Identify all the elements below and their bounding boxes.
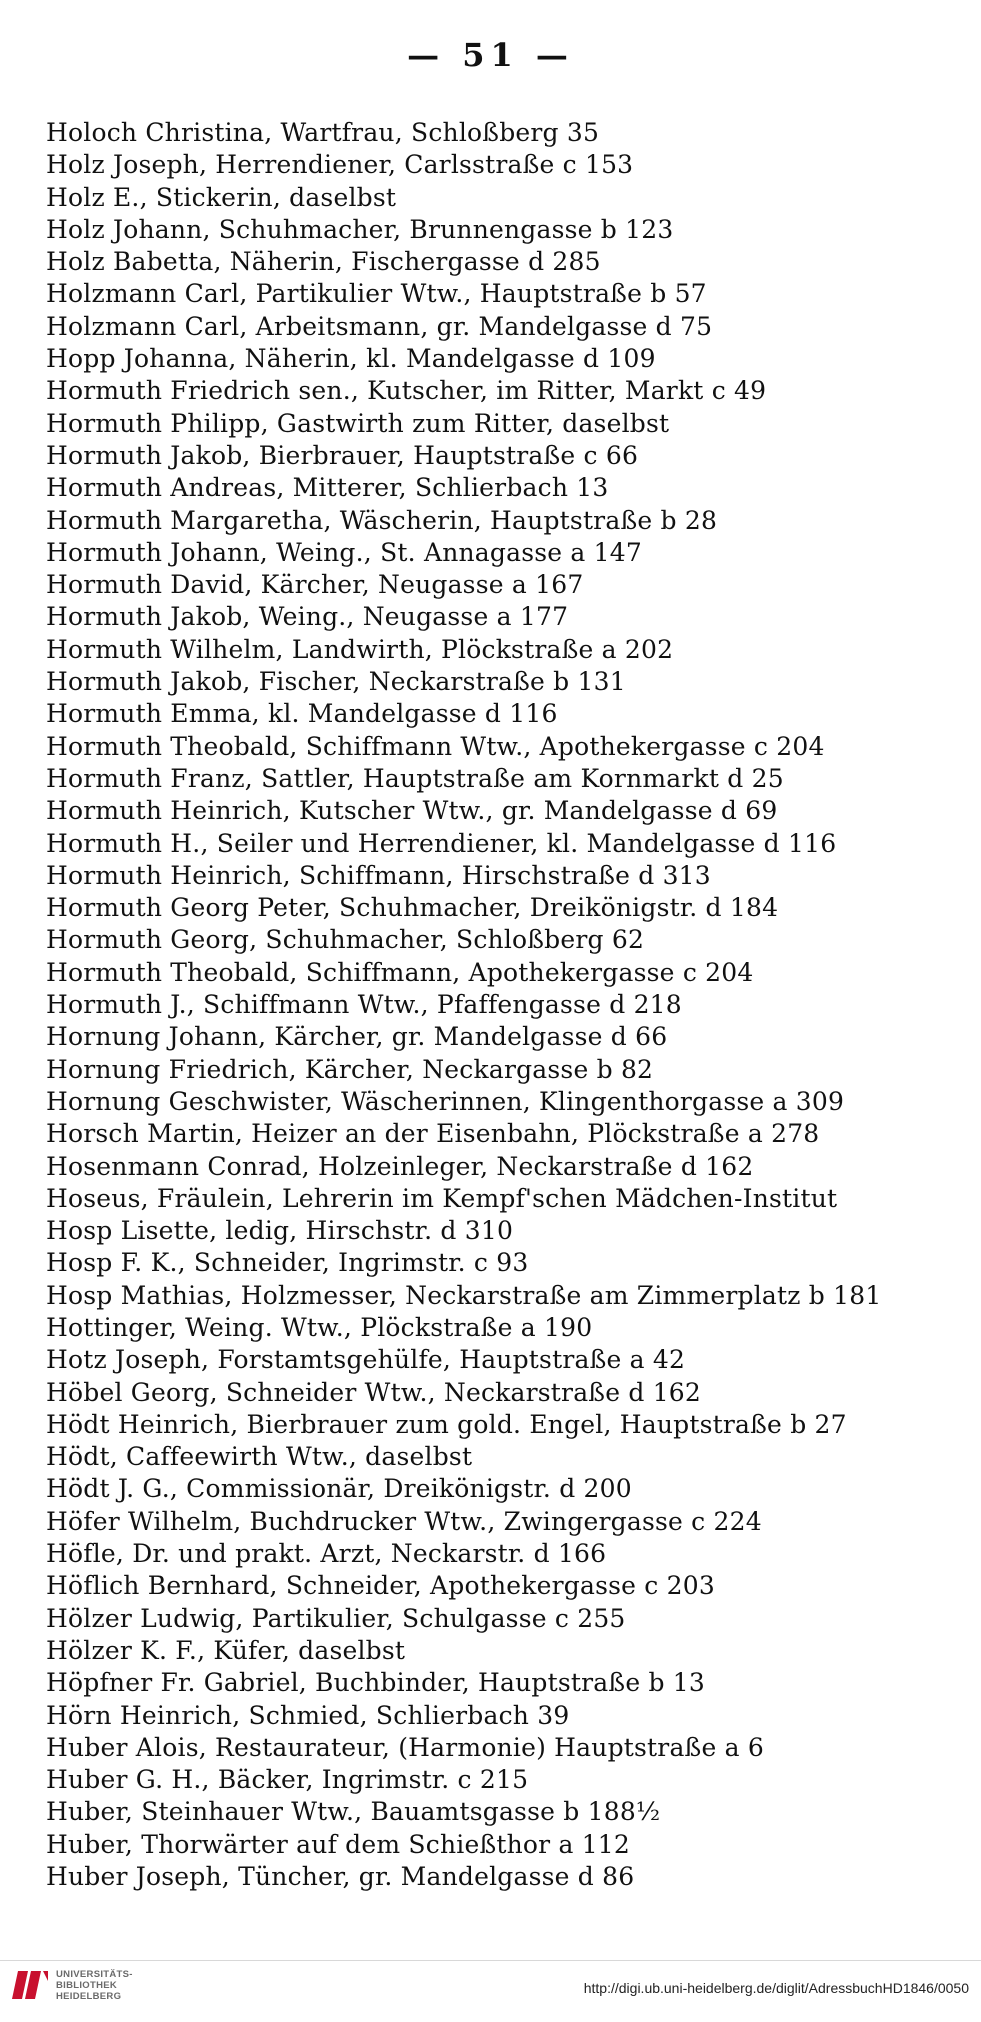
directory-entry: Hornung Geschwister, Wäscherinnen, Klingenthorgasse a 309	[46, 1086, 845, 1116]
directory-entry: Hosenmann Conrad, Holzeinleger, Neckarstraße d 162	[46, 1151, 754, 1181]
directory-entry: Holzmann Carl, Partikulier Wtw., Hauptstraße b 57	[46, 279, 707, 309]
directory-entry: Huber G. H., Bäcker, Ingrimstr. c 215	[46, 1765, 529, 1795]
directory-entry: Hormuth Jakob, Fischer, Neckarstraße b 131	[46, 667, 626, 697]
library-logo-text	[56, 1969, 176, 2002]
directory-entry: Hormuth Heinrich, Schiffmann, Hirschstraße d 313	[46, 860, 711, 890]
directory-entry: Hosp Lisette, ledig, Hirschstr. d 310	[46, 1216, 514, 1246]
directory-entry: Hormuth Theobald, Schiffmann, Apothekergasse c 204	[46, 957, 754, 987]
directory-entry: Hottinger, Weing. Wtw., Plöckstraße a 190	[46, 1312, 593, 1342]
directory-entry: Hödt Heinrich, Bierbrauer zum gold. Engel, Hauptstraße b 27	[46, 1409, 847, 1439]
footer	[0, 1960, 981, 2022]
directory-entries	[46, 117, 946, 1893]
directory-entry: Holoch Christina, Wartfrau, Schloßberg 35	[46, 118, 600, 147]
directory-entry: Holz Babetta, Näherin, Fischergasse d 285	[46, 247, 601, 277]
directory-entry: Hormuth J., Schiffmann Wtw., Pfaffengasse d 218	[46, 990, 682, 1020]
directory-entry: Hotz Joseph, Forstamtsgehülfe, Hauptstraße a 42	[46, 1345, 686, 1375]
directory-entry: Holzmann Carl, Arbeitsmann, gr. Mandelgasse d 75	[46, 311, 713, 341]
directory-entry: Hormuth Margaretha, Wäscherin, Hauptstraße b 28	[46, 505, 718, 535]
directory-entry: Holz E., Stickerin, daselbst	[46, 182, 397, 212]
directory-entry: Hornung Friedrich, Kärcher, Neckargasse b 82	[46, 1054, 654, 1084]
directory-entry: Hormuth Franz, Sattler, Hauptstraße am Kornmarkt d 25	[46, 763, 784, 793]
directory-entry: Hormuth Philipp, Gastwirth zum Ritter, daselbst	[46, 408, 670, 438]
page-number: — 51 —	[407, 36, 574, 74]
directory-entry: Hödt J. G., Commissionär, Dreikönigstr. d 200	[46, 1474, 632, 1504]
directory-entry: Hormuth Johann, Weing., St. Annagasse a 147	[46, 537, 642, 567]
directory-entry: Hormuth Friedrich sen., Kutscher, im Ritter, Markt c 49	[46, 376, 767, 406]
directory-entry: Hormuth Georg Peter, Schuhmacher, Dreikönigstr. d 184	[46, 893, 779, 923]
directory-entry: Hormuth Heinrich, Kutscher Wtw., gr. Mandelgasse d 69	[46, 796, 778, 826]
logo-line: UNIVERSITÄTS-	[56, 1969, 133, 1980]
directory-entry: Hosp Mathias, Holzmesser, Neckarstraße am Zimmerplatz b 181	[46, 1280, 882, 1310]
directory-entry: Höfle, Dr. und prakt. Arzt, Neckarstr. d 166	[46, 1539, 607, 1569]
directory-entry: Hölzer Ludwig, Partikulier, Schulgasse c 255	[46, 1603, 626, 1633]
directory-entry: Höbel Georg, Schneider Wtw., Neckarstraße d 162	[46, 1377, 702, 1407]
directory-entry: Huber Joseph, Tüncher, gr. Mandelgasse d 86	[46, 1862, 635, 1892]
directory-entry: Hormuth Theobald, Schiffmann Wtw., Apothekergasse c 204	[46, 731, 825, 761]
directory-entry: Hormuth David, Kärcher, Neugasse a 167	[46, 570, 584, 600]
directory-entry: Hopp Johanna, Näherin, kl. Mandelgasse d 109	[46, 344, 656, 374]
directory-entry: Höfer Wilhelm, Buchdrucker Wtw., Zwingergasse c 224	[46, 1506, 762, 1536]
directory-entry: Hormuth Jakob, Bierbrauer, Hauptstraße c 66	[46, 440, 639, 470]
directory-entry: Hörn Heinrich, Schmied, Schlierbach 39	[46, 1700, 570, 1730]
directory-entry: Huber Alois, Restaurateur, (Harmonie) Hauptstraße a 6	[46, 1732, 764, 1762]
library-logo-icon	[12, 1967, 48, 2003]
source-url[interactable]: http://digi.ub.uni-heidelberg.de/diglit/AdressbuchHD1846/0050	[583, 1980, 969, 1996]
directory-entry: Hoseus, Fräulein, Lehrerin im Kempf'schen Mädchen-Institut	[46, 1183, 838, 1213]
directory-entry: Huber, Thorwärter auf dem Schießthor a 112	[46, 1829, 631, 1859]
directory-entry: Hölzer K. F., Küfer, daselbst	[46, 1635, 406, 1665]
directory-entry: Höflich Bernhard, Schneider, Apothekergasse c 203	[46, 1571, 715, 1601]
directory-entry: Huber, Steinhauer Wtw., Bauamtsgasse b 188½	[46, 1797, 661, 1827]
directory-entry: Horsch Martin, Heizer an der Eisenbahn, Plöckstraße a 278	[46, 1119, 820, 1149]
directory-entry: Hormuth H., Seiler und Herrendiener, kl. Mandelgasse d 116	[46, 828, 837, 858]
directory-entry: Hosp F. K., Schneider, Ingrimstr. c 93	[46, 1248, 529, 1278]
logo-line: HEIDELBERG	[56, 1991, 122, 2002]
directory-entry: Holz Johann, Schuhmacher, Brunnengasse b 123	[46, 214, 674, 244]
directory-entry: Hormuth Emma, kl. Mandelgasse d 116	[46, 699, 558, 729]
directory-entry: Hornung Johann, Kärcher, gr. Mandelgasse d 66	[46, 1022, 668, 1052]
directory-entry: Hormuth Andreas, Mitterer, Schlierbach 13	[46, 473, 609, 503]
logo-line: BIBLIOTHEK	[56, 1980, 118, 1991]
directory-entry: Hormuth Georg, Schuhmacher, Schloßberg 62	[46, 925, 645, 955]
directory-entry: Höpfner Fr. Gabriel, Buchbinder, Hauptstraße b 13	[46, 1668, 706, 1698]
directory-entry: Hormuth Jakob, Weing., Neugasse a 177	[46, 602, 569, 632]
directory-entry: Holz Joseph, Herrendiener, Carlsstraße c 153	[46, 150, 634, 180]
directory-entry: Hödt, Caffeewirth Wtw., daselbst	[46, 1442, 473, 1472]
directory-entry: Hormuth Wilhelm, Landwirth, Plöckstraße a 202	[46, 634, 674, 664]
